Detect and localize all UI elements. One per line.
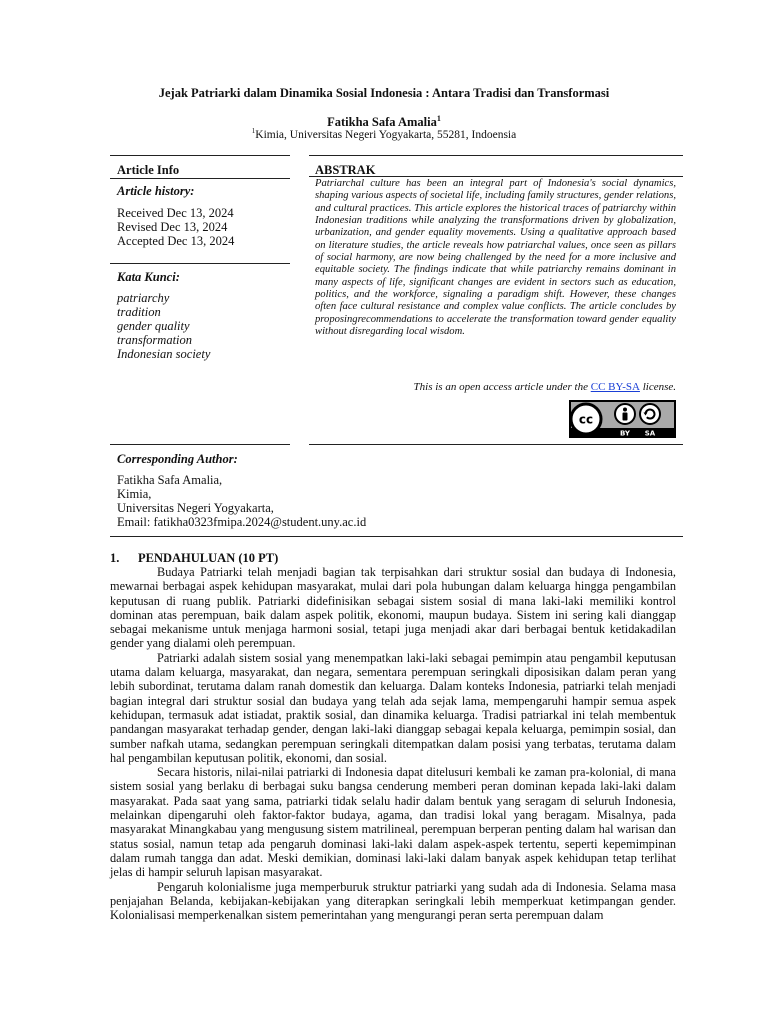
keyword-item: patriarchy <box>117 291 170 305</box>
corresponding-author-heading: Corresponding Author: <box>117 452 238 466</box>
section-body <box>110 565 676 922</box>
body-paragraph: Pengaruh kolonialisme juga memperburuk struktur patriarki yang sudah ada di Indonesia. Selama masa penjajahan Belanda, kebijakan-kebijakan yang diterapkan seringkali lebih memperkuat ketimpangan gender. Kolonialisasi memperkenalkan sistem pemerintahan yang mengurangi peran serta perempuan dalam <box>110 879 676 923</box>
divider <box>110 263 290 264</box>
corresponding-email[interactable]: Email: fatikha0323fmipa.2024@student.uny.ac.id <box>117 515 367 529</box>
keyword-item: gender quality <box>117 319 190 333</box>
corresponding-author-details <box>117 473 366 529</box>
abstract-heading: ABSTRAK <box>315 163 376 177</box>
cc-letters: cc <box>578 412 594 427</box>
cc-by-sa-logo <box>569 400 676 438</box>
article-history-heading: Article history: <box>117 184 195 198</box>
cc-by-sa-badge[interactable] <box>569 400 676 438</box>
section-title: PENDAHULUAN (10 PT) <box>138 551 279 565</box>
author-affiliation <box>0 127 768 141</box>
paper-title: Jejak Patriarki dalam Dinamika Sosial Indonesia : Antara Tradisi dan Transformasi <box>158 86 610 100</box>
history-received: Received Dec 13, 2024 <box>117 206 234 220</box>
divider <box>110 536 683 537</box>
sa-label: SA <box>644 429 656 438</box>
divider <box>309 444 683 445</box>
corresponding-university: Universitas Negeri Yogyakarta, <box>117 501 274 515</box>
body-paragraph: Secara historis, nilai-nilai patriarki di Indonesia dapat ditelusuri kembali ke zaman pra-kolonial, di mana sistem sosial yang berlaku di berbagai suku bangsa cenderung memberi peran dominan kepada laki-laki dalam masyarakat. Pada saat yang sama, patriarki tidak selalu hadir dalam bentuk yang seragam di seluruh Indonesia, melainkan dipengaruhi oleh faktor-faktor budaya, agama, dan tradisi lokal yang beragam. Misalnya, pada masyarakat Minangkabau yang mengusung sistem matrilineal, perempuan berperan penting dalam hal warisan dan status sosial, namun tetap ada pengaruh dominasi laki-laki dalam aspek-aspek tertentu, seperti kepemimpinan dalam rumah tangga dan adat. Meski demikian, dominasi laki-laki dalam banyak aspek kehidupan tetap terlihat jelas di hampir seluruh lapisan masyarakat. <box>110 765 676 880</box>
divider <box>110 155 290 156</box>
abstract-text: Patriarchal culture has been an integral part of Indonesia's social dynamics, shaping various aspects of societal life, including family structures, gender relations, and cultural practices. This article explores the historical traces of patriarchy within Indonesian traditions while analyzing the transformations driven by globalization, urbanization, and gender equality movements. Using a qualitative approach based on literature studies, the article reveals how patriarchal values, once seen as pillars of social harmony, are now being challenged by the need for a more inclusive and equitable society. The findings indicate that while patriarchy remains dominant in many aspects of life, significant changes are evident in sectors such as education, politics, and the workforce, signaling a paradigm shift. However, these changes often face cultural resistance and complex value conflicts. The article concludes by proposingrecommendations to accelerate the transformation toward gender equality without disregarding local wisdom. <box>315 178 676 338</box>
license-statement <box>315 381 676 393</box>
divider <box>309 176 683 177</box>
history-accepted: Accepted Dec 13, 2024 <box>117 234 235 248</box>
license-prefix: This is an open access article under the <box>413 381 591 393</box>
sa-share-alike-icon <box>640 404 660 424</box>
keywords-heading: Kata Kunci: <box>117 270 180 284</box>
author-superscript: 1 <box>436 114 441 123</box>
keyword-item: Indonesian society <box>117 347 211 361</box>
affiliation-superscript: 1 <box>251 127 256 135</box>
author-name-text: Fatikha Safa Amalia <box>327 115 437 130</box>
by-label: BY <box>619 429 631 438</box>
keyword-item: transformation <box>117 333 193 347</box>
divider <box>110 178 290 179</box>
divider <box>309 155 683 156</box>
article-history-list <box>117 206 234 248</box>
section-number: 1. <box>110 551 120 565</box>
section-heading <box>110 551 278 566</box>
affiliation-text: Kimia, Universitas Negeri Yogyakarta, 55281, Indoensia <box>255 128 517 141</box>
keywords-list <box>117 291 210 361</box>
history-revised: Revised Dec 13, 2024 <box>117 220 228 234</box>
body-paragraph: Patriarki adalah sistem sosial yang menempatkan laki-laki sebagai pemimpin atau pengambil keputusan utama dalam keluarga, masyarakat, dan negara, sementara perempuan seringkali diposisikan dalam peran yang lebih subordinat, terutama dalam ranah domestik dan keluarga. Dalam konteks Indonesia, patriarki telah menjadi bagian integral dari struktur sosial dan budaya yang telah ada sejak lama, mempengaruhi hampir semua aspek kehidupan, termasuk adat istiadat, praktik sosial, dan dinamika keluarga. Tradisi patriarkal ini telah membentuk pandangan masyarakat terhadap gender, dengan laki-laki dianggap sebagai kepala keluarga, pemimpin sosial, dan sumber nafkah utama, sedangkan perempuan seringkali ditempatkan dalam posisi yang terbatas, terutama dalam hal pengambilan keputusan politik, ekonomi, dan sosial. <box>110 650 676 765</box>
corresponding-dept: Kimia, <box>117 487 152 501</box>
article-info-heading: Article Info <box>117 163 180 177</box>
license-link[interactable]: CC BY-SA <box>590 381 640 393</box>
body-paragraph: Budaya Patriarki telah menjadi bagian tak terpisahkan dari struktur sosial dan budaya di Indonesia, mewarnai berbagai aspek kehidupan masyarakat, mulai dari pola hubungan dalam keluarga hingga pengambilan keputusan di ruang publik. Patriarki didefinisikan sebagai sistem sosial di mana laki-laki memiliki kontrol dominan atas perempuan, baik dalam aspek politik, ekonomi, maupun budaya. Sistem ini sering kali dianggap sebagai mekanisme untuk menjaga harmoni sosial, tetapi juga menjadi akar dari berbagai bentuk ketidakadilan gender yang dialami oleh perempuan. <box>110 565 676 651</box>
divider <box>110 444 290 445</box>
keyword-item: tradition <box>117 305 161 319</box>
corresponding-name: Fatikha Safa Amalia, <box>117 473 223 487</box>
license-suffix: license. <box>639 381 676 393</box>
